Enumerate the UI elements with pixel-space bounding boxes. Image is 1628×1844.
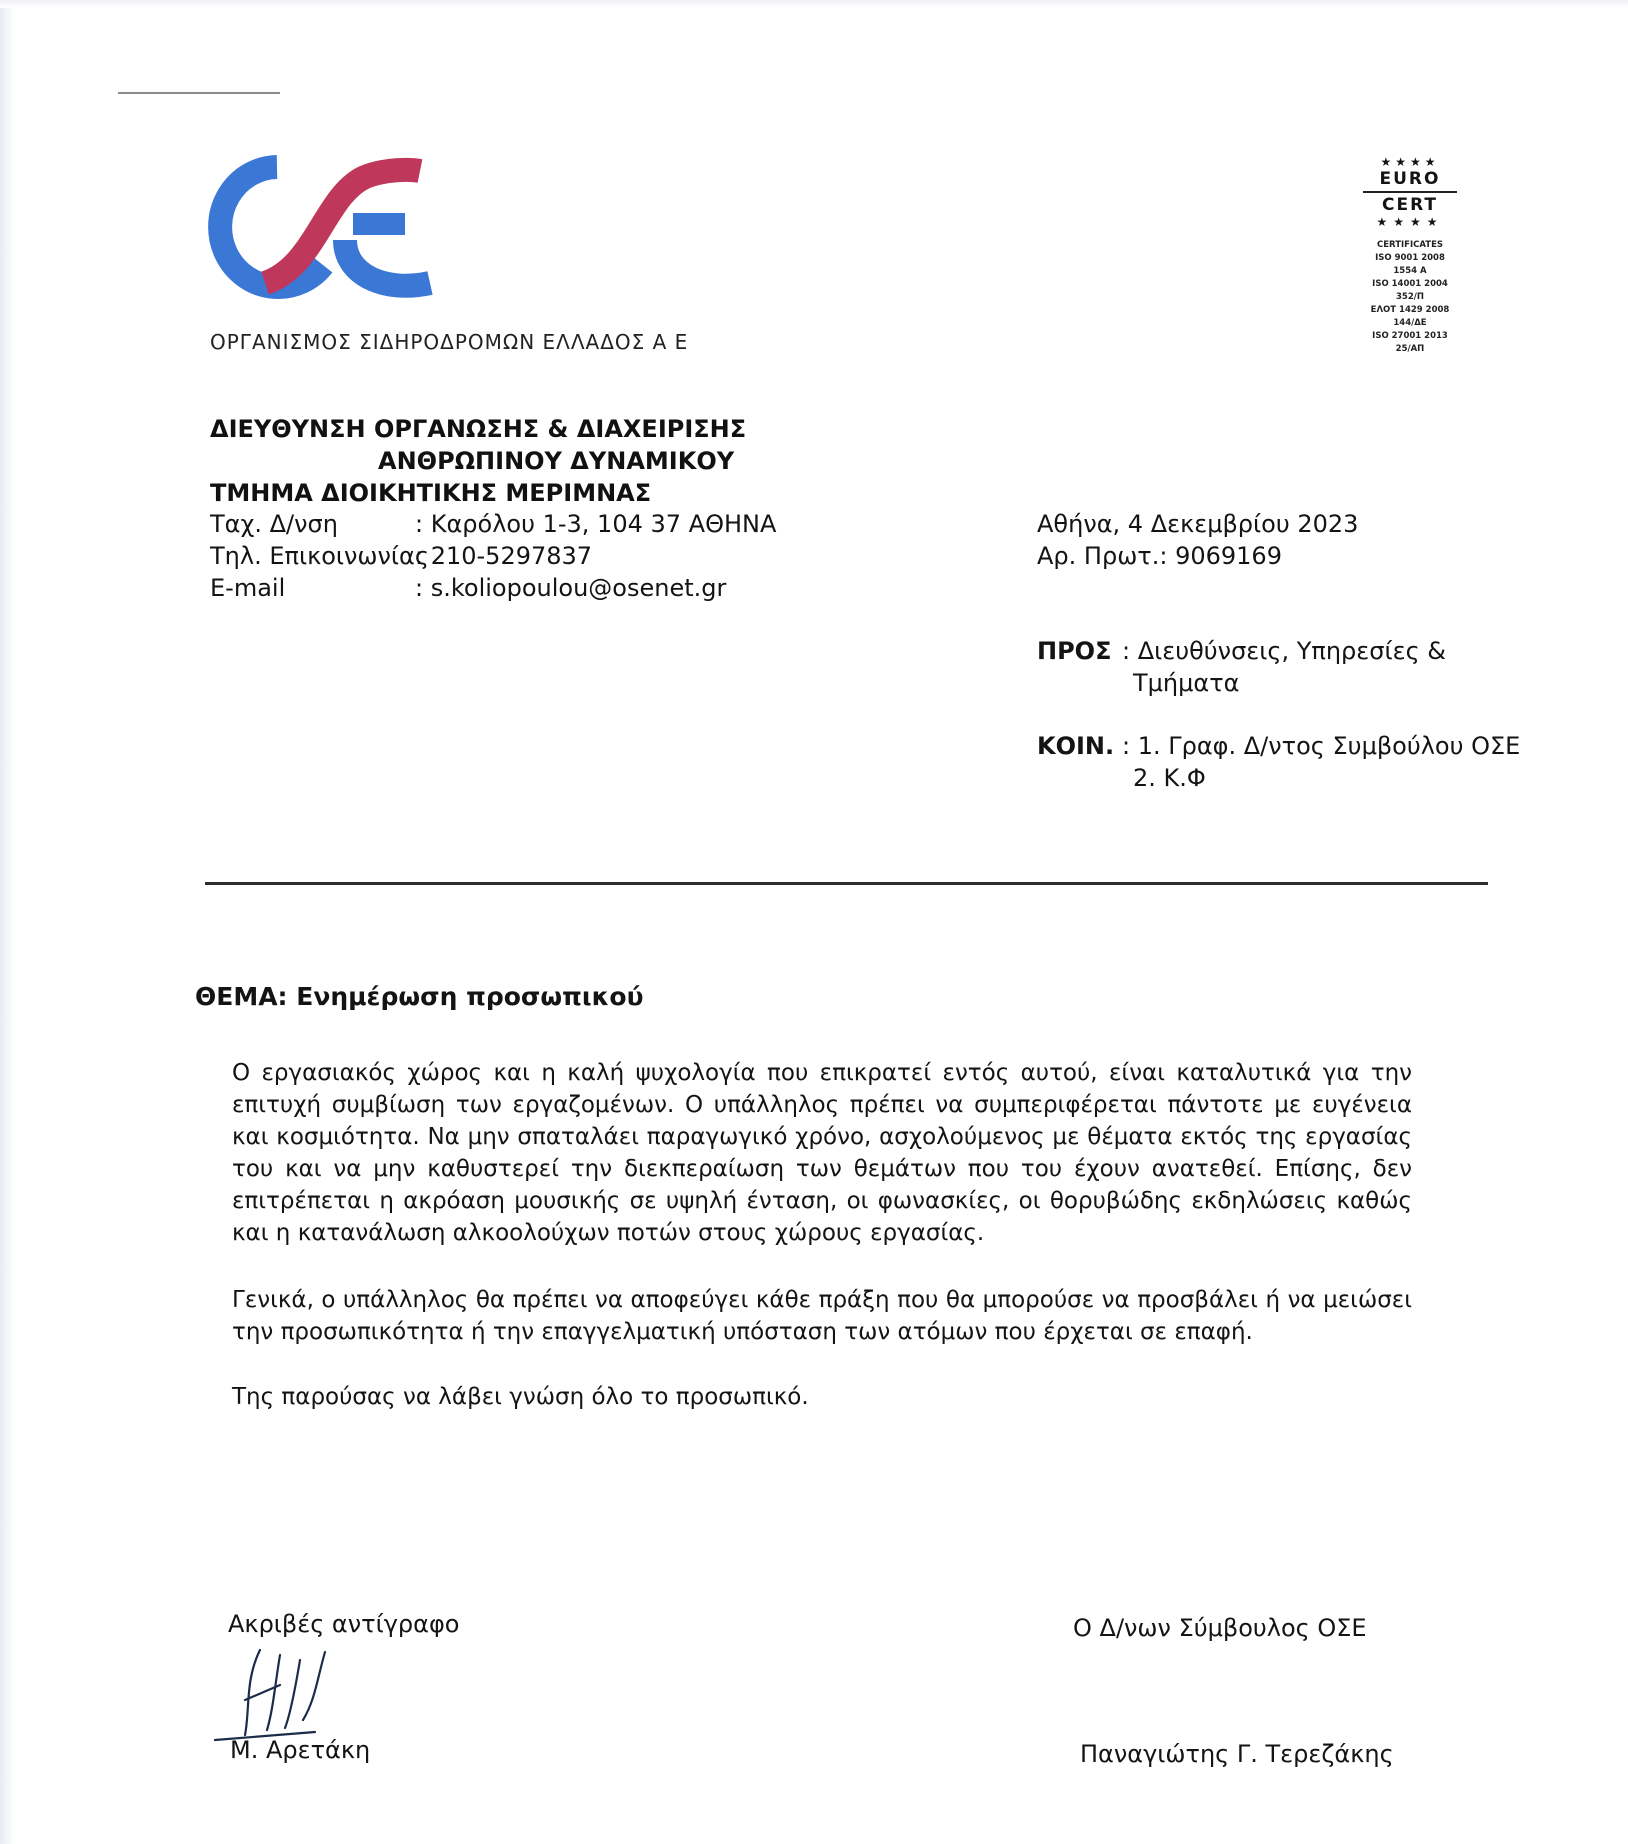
cert-euro-text: EURO <box>1379 169 1441 189</box>
organization-name: ΟΡΓΑΝΙΣΜΟΣ ΣΙΔΗΡΟΔΡΟΜΩΝ ΕΛΛΑΔΟΣ Α Ε <box>210 330 689 354</box>
email-value: : s.koliopoulou@osenet.gr <box>415 574 727 602</box>
eurocert-badge <box>1335 155 1485 395</box>
department-line-1: ΔΙΕΥΘΥΝΣΗ ΟΡΓΑΝΩΣΗΣ & ΔΙΑΧΕΙΡΙΣΗΣ <box>210 415 747 443</box>
ceo-title: Ο Δ/νων Σύμβουλος ΟΣΕ <box>1073 1614 1367 1642</box>
document-date: Αθήνα, 4 Δεκεμβρίου 2023 <box>1037 510 1359 538</box>
cc-line-1: : 1. Γραφ. Δ/ντος Συμβούλου ΟΣΕ <box>1122 732 1521 760</box>
scan-shadow-left <box>0 0 14 1844</box>
protocol-number: Αρ. Πρωτ.: 9069169 <box>1037 542 1282 570</box>
cert-detail-line: 352/Π <box>1396 292 1424 302</box>
scan-artifact-line <box>118 92 280 94</box>
cert-detail-line: CERTIFICATES <box>1376 240 1444 250</box>
address-value: : Καρόλου 1-3, 104 37 ΑΘΗΝΑ <box>415 510 777 538</box>
email-label: E-mail <box>210 574 286 602</box>
body-paragraph-3: Της παρούσας να λάβει γνώση όλο το προσωπικό. <box>232 1384 809 1410</box>
cc-label: ΚΟΙΝ. <box>1037 732 1115 760</box>
cert-detail-line: ISO 27001 2013 <box>1372 331 1448 341</box>
cert-detail-line: 25/ΑΠ <box>1395 344 1425 354</box>
cc-line-2: 2. Κ.Φ <box>1133 764 1206 792</box>
to-label: ΠΡΟΣ <box>1037 637 1112 665</box>
cert-detail-line: ΕΛΟΤ 1429 2008 <box>1370 305 1450 315</box>
cert-detail-line: 1554 Α <box>1393 266 1427 276</box>
body-paragraph-2: Γενικά, ο υπάλληλος θα πρέπει να αποφεύγει κάθε πράξη που θα μπορούσε να προσβάλει ή να μειώσει την προσωπικότητα ή την επαγγελματική υπόσταση των ατόμων που έρχεται σε επαφή. <box>232 1287 1412 1345</box>
cert-detail-line: 144/ΔΕ <box>1393 318 1427 328</box>
cert-cert-text: CERT <box>1381 195 1438 215</box>
address-label: Ταχ. Δ/νση <box>210 510 338 538</box>
left-signatory-name: Μ. Αρετάκη <box>230 1736 371 1764</box>
department-line-2: ΑΝΘΡΩΠΙΝΟΥ ΔΥΝΑΜΙΚΟΥ <box>378 447 735 475</box>
subject-line: ΘΕΜΑ: Ενημέρωση προσωπικού <box>195 982 644 1011</box>
section-name: ΤΜΗΜΑ ΔΙΟΙΚΗΤΙΚΗΣ ΜΕΡΙΜΝΑΣ <box>210 479 652 507</box>
cert-detail-line: ISO 9001 2008 <box>1375 253 1445 263</box>
handwritten-signature <box>205 1640 355 1750</box>
phone-label: Τηλ. Επικοινωνίας <box>210 542 429 570</box>
ose-logo <box>205 155 435 305</box>
scan-shadow-top <box>0 0 1628 8</box>
cert-details <box>1335 239 1485 356</box>
stars-row-bottom: ★★★★ <box>1376 215 1444 229</box>
to-line-2: Τμήματα <box>1133 669 1240 697</box>
body-paragraph-1: Ο εργασιακός χώρος και η καλή ψυχολογία που επικρατεί εντός αυτού, είναι καταλυτικά για την επιτυχή συμβίωση των εργαζομένων. Ο υπάλληλος πρέπει να συμπεριφέρεται πάντοτε με ευγένεια και κοσμιότητα. Να μην σπαταλάει παραγωγικό χρόνο, ασχολούμενος με θέματα εκτός της εργασίας του και να μην καθυστερεί την διεκπεραίωση των θεμάτων που του έχουν ανατεθεί. Επίσης, δεν επιτρέπεται η ακρόαση μουσικής σε υψηλή ένταση, οι φωνασκίες, οι θορυβώδης εκδηλώσεις καθώς και η κατανάλωση αλκοολούχων ποτών στους χώρους εργασίας. <box>232 1060 1412 1246</box>
certified-copy-label: Ακριβές αντίγραφο <box>228 1610 460 1638</box>
cert-divider <box>1363 191 1457 193</box>
right-signatory-name: Παναγιώτης Γ. Τερεζάκης <box>1080 1740 1394 1768</box>
cert-detail-line: ISO 14001 2004 <box>1372 279 1448 289</box>
to-line-1: : Διευθύνσεις, Υπηρεσίες & <box>1122 637 1446 665</box>
stars-row-top: ★★★★ <box>1380 155 1440 169</box>
phone-value: : 210-5297837 <box>415 542 593 570</box>
header-divider <box>205 882 1488 885</box>
